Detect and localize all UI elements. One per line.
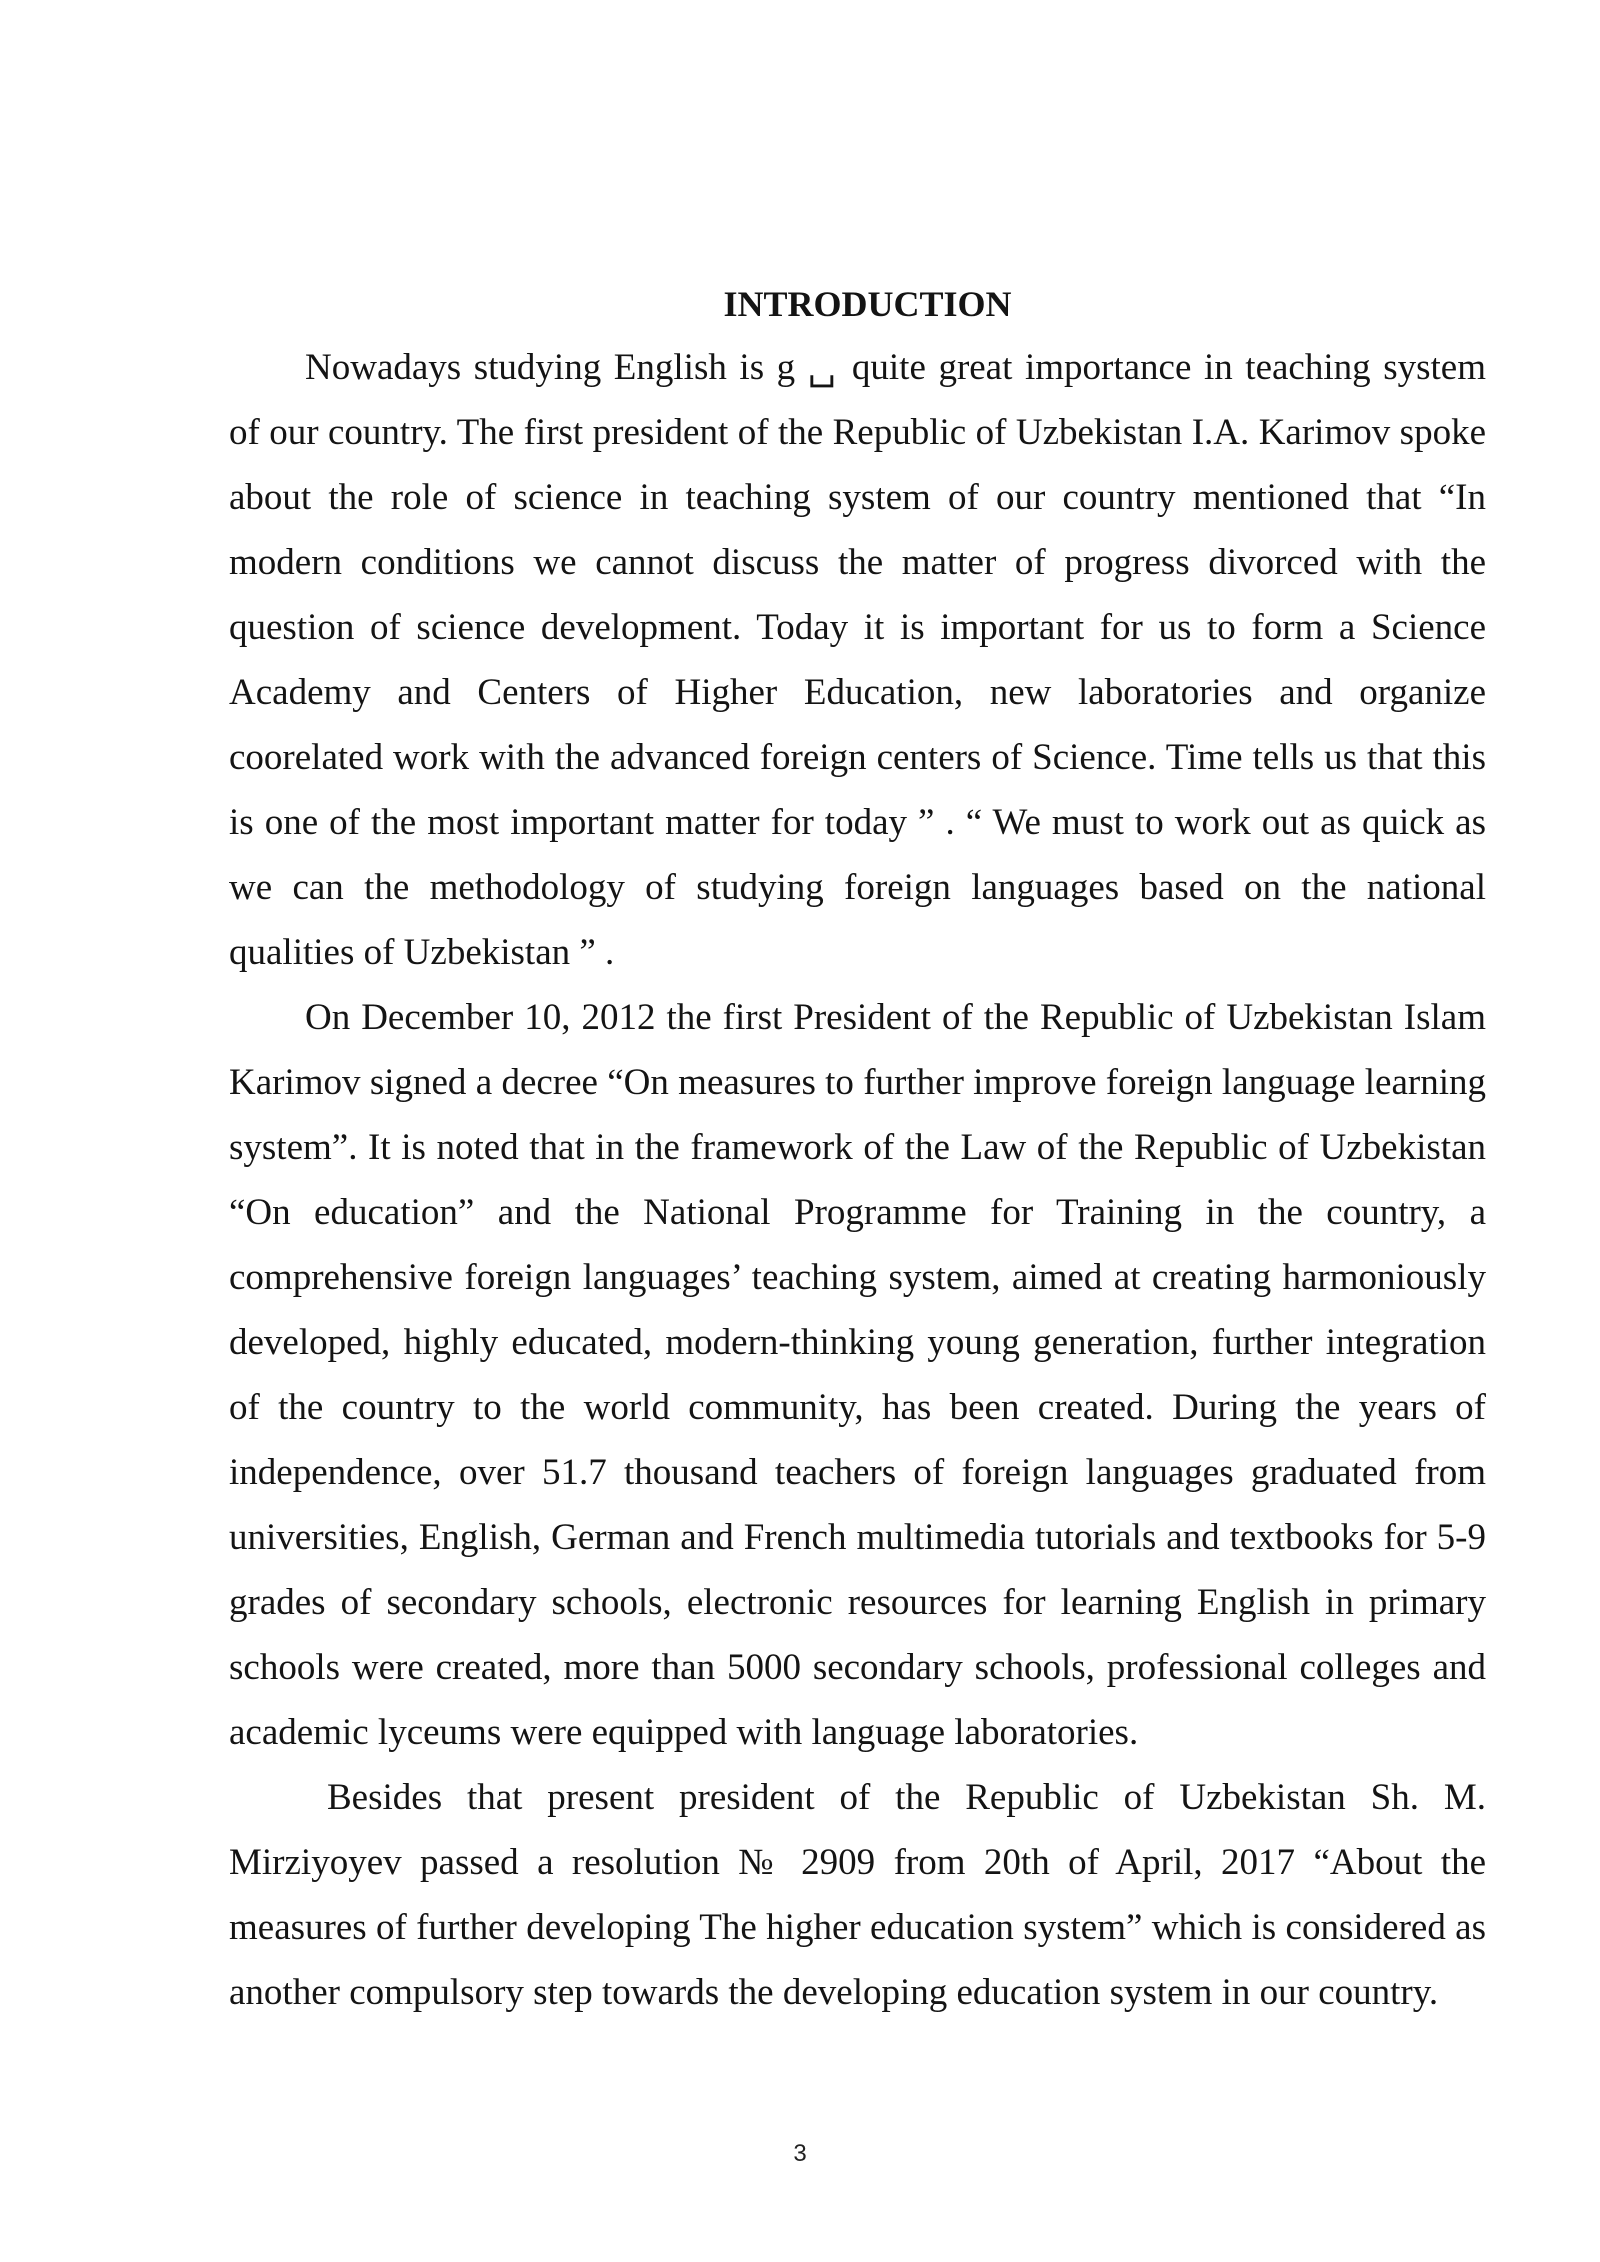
paragraph-resolution: Besides that present president of the Republic of Uzbekistan Sh. M. Mirziyoyev passed a resolution № 2909 from 20th of April, 2017 “About the measures of further developing The higher education system” which is considered as another compulsory step towards the developing education system in our country.	[229, 1777, 1486, 2013]
page-number: 3	[793, 2140, 807, 2167]
paragraph-decree: On December 10, 2012 the first President of the Republic of Uzbekistan Islam Karimov signed a decree “On measures to further improve foreign language learning system”. It is noted that in the framework of the Law of the Republic of Uzbekistan “On education” and the National Programme for Training in the country, a comprehensive foreign languages’ teaching system, aimed at creating harmoniously developed, highly educated, modern-thinking young generation, further integration of the country to the world community, has been created. During the years of independence, over 51.7 thousand teachers of foreign languages graduated from universities, English, German and French multimedia tutorials and textbooks for 5-9 grades of secondary schools, electronic resources for learning English in primary schools were created, more than 5000 secondary schools, professional colleges and academic lyceums were equipped with language laboratories.	[229, 997, 1486, 1753]
page-body	[229, 280, 1486, 2025]
page-title: INTRODUCTION	[723, 284, 1012, 324]
paragraph-intro: Nowadays studying English is g ␣ quite great importance in teaching system of our country. The first president of the Republic of Uzbekistan I.A. Karimov spoke about the role of science in teaching system of our country mentioned that “In modern conditions we cannot discuss the matter of progress divorced with the question of science development. Today it is important for us to form a Science Academy and Centers of Higher Education, new laboratories and organize coorelated work with the advanced foreign centers of Science. Time tells us that this is one of the most important matter for today ” . “ We must to work out as quick as we can the methodology of studying foreign languages based on the national qualities of Uzbekistan ” .	[229, 347, 1486, 973]
